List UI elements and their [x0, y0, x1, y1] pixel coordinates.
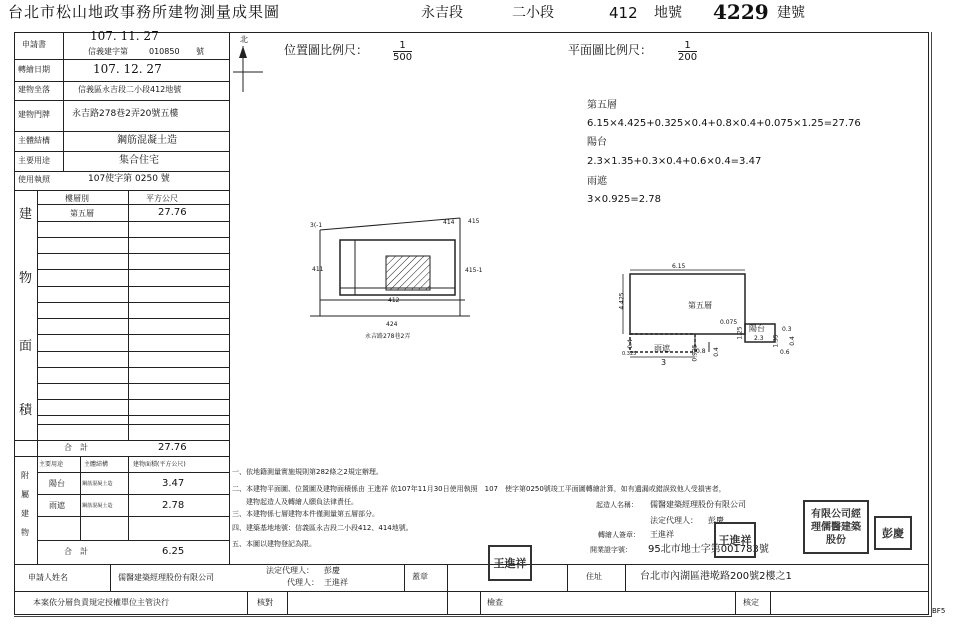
cert-label: 開業證字號：	[590, 546, 632, 554]
dim-3: 3	[661, 358, 667, 367]
person-seal: 彭慶	[874, 516, 912, 550]
footer-note: 本案依分層負責規定授權單位主管決行	[33, 598, 169, 607]
transfer-date-label: 轉繪日期	[18, 65, 50, 74]
building-number: 4229	[713, 0, 769, 24]
transfer-date: 107. 12. 27	[93, 62, 162, 76]
footer-legal-name: 彭慶	[324, 566, 340, 575]
area-header: 平方公尺	[146, 194, 178, 203]
dim-left: 4.425	[618, 292, 626, 310]
note-6: 五、本圖以建物登記為限。	[232, 540, 316, 548]
side-char-3: 面	[19, 339, 33, 354]
annex-struct-header: 主體結構	[84, 461, 109, 468]
cert-number: 95北市地士字第001783號	[648, 544, 769, 555]
lot-label-7: 424	[386, 321, 398, 328]
side-char-2: 物	[19, 271, 33, 286]
floor-header: 樓層別	[65, 194, 89, 203]
lot-label-1: 3(-1	[310, 222, 323, 229]
dim-top: 6.15	[672, 263, 686, 270]
drafter-seal-2: 王進祥	[714, 522, 756, 558]
calc-line-3: 陽台	[587, 137, 607, 148]
north-arrow-icon	[233, 44, 265, 94]
annex-row1-area: 3.47	[162, 478, 185, 489]
section-name: 永吉段	[421, 5, 463, 21]
door-label: 建物門牌	[18, 110, 50, 119]
annex-area-header: 建物面積(平方公尺)	[133, 461, 186, 468]
location-plan-drawing	[300, 210, 500, 340]
location-scale-label: 位置圖比例尺：	[284, 43, 369, 57]
company-seal: 有限公司經理儒醫建築股份	[803, 500, 869, 554]
builder-label: 起造人名稱：	[596, 501, 638, 509]
dim-0325: 0.325	[622, 351, 637, 357]
use-value: 集合住宅	[119, 155, 159, 166]
canopy-label: 雨遮	[654, 344, 670, 353]
north-label: 北	[240, 35, 248, 44]
room-label: 第五層	[688, 301, 712, 310]
balcony-label: 陽台	[749, 324, 765, 333]
applicant-label: 申請人姓名	[28, 573, 68, 582]
check-label: 核對	[257, 598, 273, 607]
drafter-seal: 王進祥	[488, 545, 532, 581]
legal-rep-name: 彭慶	[708, 516, 724, 525]
floor-scale-label: 平面圖比例尺：	[568, 43, 653, 57]
annex-row2-use: 雨遮	[49, 501, 65, 510]
annex-side-char-1: 附	[21, 471, 29, 480]
location-scale-den: 500	[393, 52, 413, 63]
dim-135: 1.35	[772, 334, 780, 348]
lot-label-2: 414	[443, 219, 455, 226]
dim-125: 1.25	[736, 326, 744, 340]
floor-row-name: 第五層	[70, 209, 94, 218]
permit-number: 010850	[149, 47, 180, 56]
annex-use-header: 主要用途	[39, 461, 64, 468]
office-title: 台北市松山地政事務所建物測量成果圖	[8, 3, 281, 21]
lot-label-4: 411	[312, 266, 324, 273]
approve-label: 核定	[743, 598, 759, 607]
calc-line-2: 6.15×4.425+0.325×0.4+0.8×0.4+0.075×1.25=27.76	[587, 118, 861, 129]
drafter-name: 王進祥	[650, 530, 674, 539]
applicant-date-label: 申請書	[22, 40, 46, 49]
note-4: 三、本建物係七層建物本件僅測量第五層部分。	[232, 510, 379, 518]
dim-08: 0.8	[696, 348, 706, 355]
permit-label: 信義建字第	[88, 47, 128, 56]
floor-row-area: 27.76	[158, 207, 187, 218]
calc-line-5: 雨遮	[587, 176, 607, 187]
annex-row2-area: 2.78	[162, 500, 185, 511]
dim-06: 0.6	[780, 349, 790, 356]
calc-line-1: 第五層	[587, 100, 617, 111]
dim-04-b: 0.4	[712, 347, 720, 357]
dim-04-right: 0.4	[788, 336, 796, 346]
dim-04-a: 0.4	[626, 339, 634, 349]
note-1: 一、依地籍測量實施規則第282條之2規定辦理。	[232, 468, 383, 476]
land-label: 地號	[654, 5, 682, 21]
annex-row1-struct: 鋼筋混凝土造	[82, 480, 113, 487]
structure-value: 鋼筋混凝土造	[117, 135, 177, 146]
side-char-1: 建	[19, 207, 33, 222]
door-value: 永吉路278巷2弄20號五樓	[72, 109, 179, 119]
license-value: 107使字第 0250 號	[88, 174, 170, 184]
license-label: 使用執照	[18, 175, 50, 184]
stamp-label: 蓋章	[412, 572, 428, 581]
area-total: 27.76	[158, 442, 187, 453]
location-value: 信義區永吉段二小段412地號	[78, 85, 182, 94]
calc-line-4: 2.3×1.35+0.3×0.4+0.6×0.4=3.47	[587, 156, 762, 167]
subsection-name: 二小段	[512, 5, 554, 21]
land-number: 412	[609, 4, 638, 22]
calc-line-6: 3×0.925=2.78	[587, 194, 662, 205]
lot-label-5: 415-1	[465, 267, 483, 274]
footer-agent-label: 代理人：	[287, 578, 319, 587]
footer-legal-label: 法定代理人：	[266, 566, 314, 575]
annex-total-label: 合 計	[64, 547, 88, 556]
road-label: 永吉路278巷2弄	[365, 333, 411, 340]
side-char-4: 積	[19, 403, 33, 418]
dim-0075: 0.075	[720, 319, 738, 326]
annex-total: 6.25	[162, 546, 185, 557]
builder-name: 儒醫建築經理股份有限公司	[650, 500, 746, 509]
footer-agent-name: 王進祥	[324, 578, 348, 587]
annex-side-char-2: 屬	[21, 490, 29, 499]
legal-rep-label: 法定代理人：	[650, 516, 698, 525]
use-label: 主要用途	[18, 156, 50, 165]
dim-0925: 0.925	[691, 344, 699, 362]
note-5: 四、建築基地地號：信義區永吉段二小段412、414地號。	[232, 524, 413, 532]
note-3: 建物起造人及轉繪人願負法律責任。	[232, 498, 358, 506]
annex-row1-use: 陽台	[49, 479, 65, 488]
review-label: 檢查	[487, 598, 503, 607]
floor-scale-den: 200	[678, 52, 698, 63]
lot-label-3: 415	[468, 218, 480, 225]
note-2: 二、本建物平面圖、位置圖及建物面積係由 王進祥 依107年11月30日使用執照 107 使字第0250號竣工平面圖轉繪計算，如有遺漏或錯誤致他人受損害者，	[232, 485, 726, 493]
area-total-label: 合 計	[64, 443, 88, 452]
applicant-name: 儒醫建築經理股份有限公司	[118, 573, 214, 582]
annex-row2-struct: 鋼筋混凝土造	[82, 502, 113, 509]
applicant-date: 107. 11. 27	[90, 29, 159, 43]
building-label: 建號	[777, 5, 805, 21]
lot-label-6: 412	[388, 297, 400, 304]
location-scale-num: 1	[393, 40, 412, 52]
address-label: 住址	[586, 572, 602, 581]
form-code: BF5	[932, 607, 946, 615]
dim-03: 0.3	[782, 326, 792, 333]
structure-label: 主體結構	[18, 136, 50, 145]
location-label: 建物坐落	[18, 85, 50, 94]
floor-scale-fraction	[678, 40, 697, 63]
annex-side-char-4: 物	[21, 528, 29, 537]
annex-side-char-3: 建	[21, 509, 29, 518]
address-value: 台北市內湖區港墘路200號2樓之1	[640, 571, 792, 582]
floor-scale-num: 1	[678, 40, 697, 52]
permit-unit: 號	[196, 47, 204, 56]
dim-23: 2.3	[754, 335, 764, 342]
drafter-label: 轉繪人簽章：	[598, 531, 640, 539]
location-scale-fraction	[393, 40, 412, 63]
